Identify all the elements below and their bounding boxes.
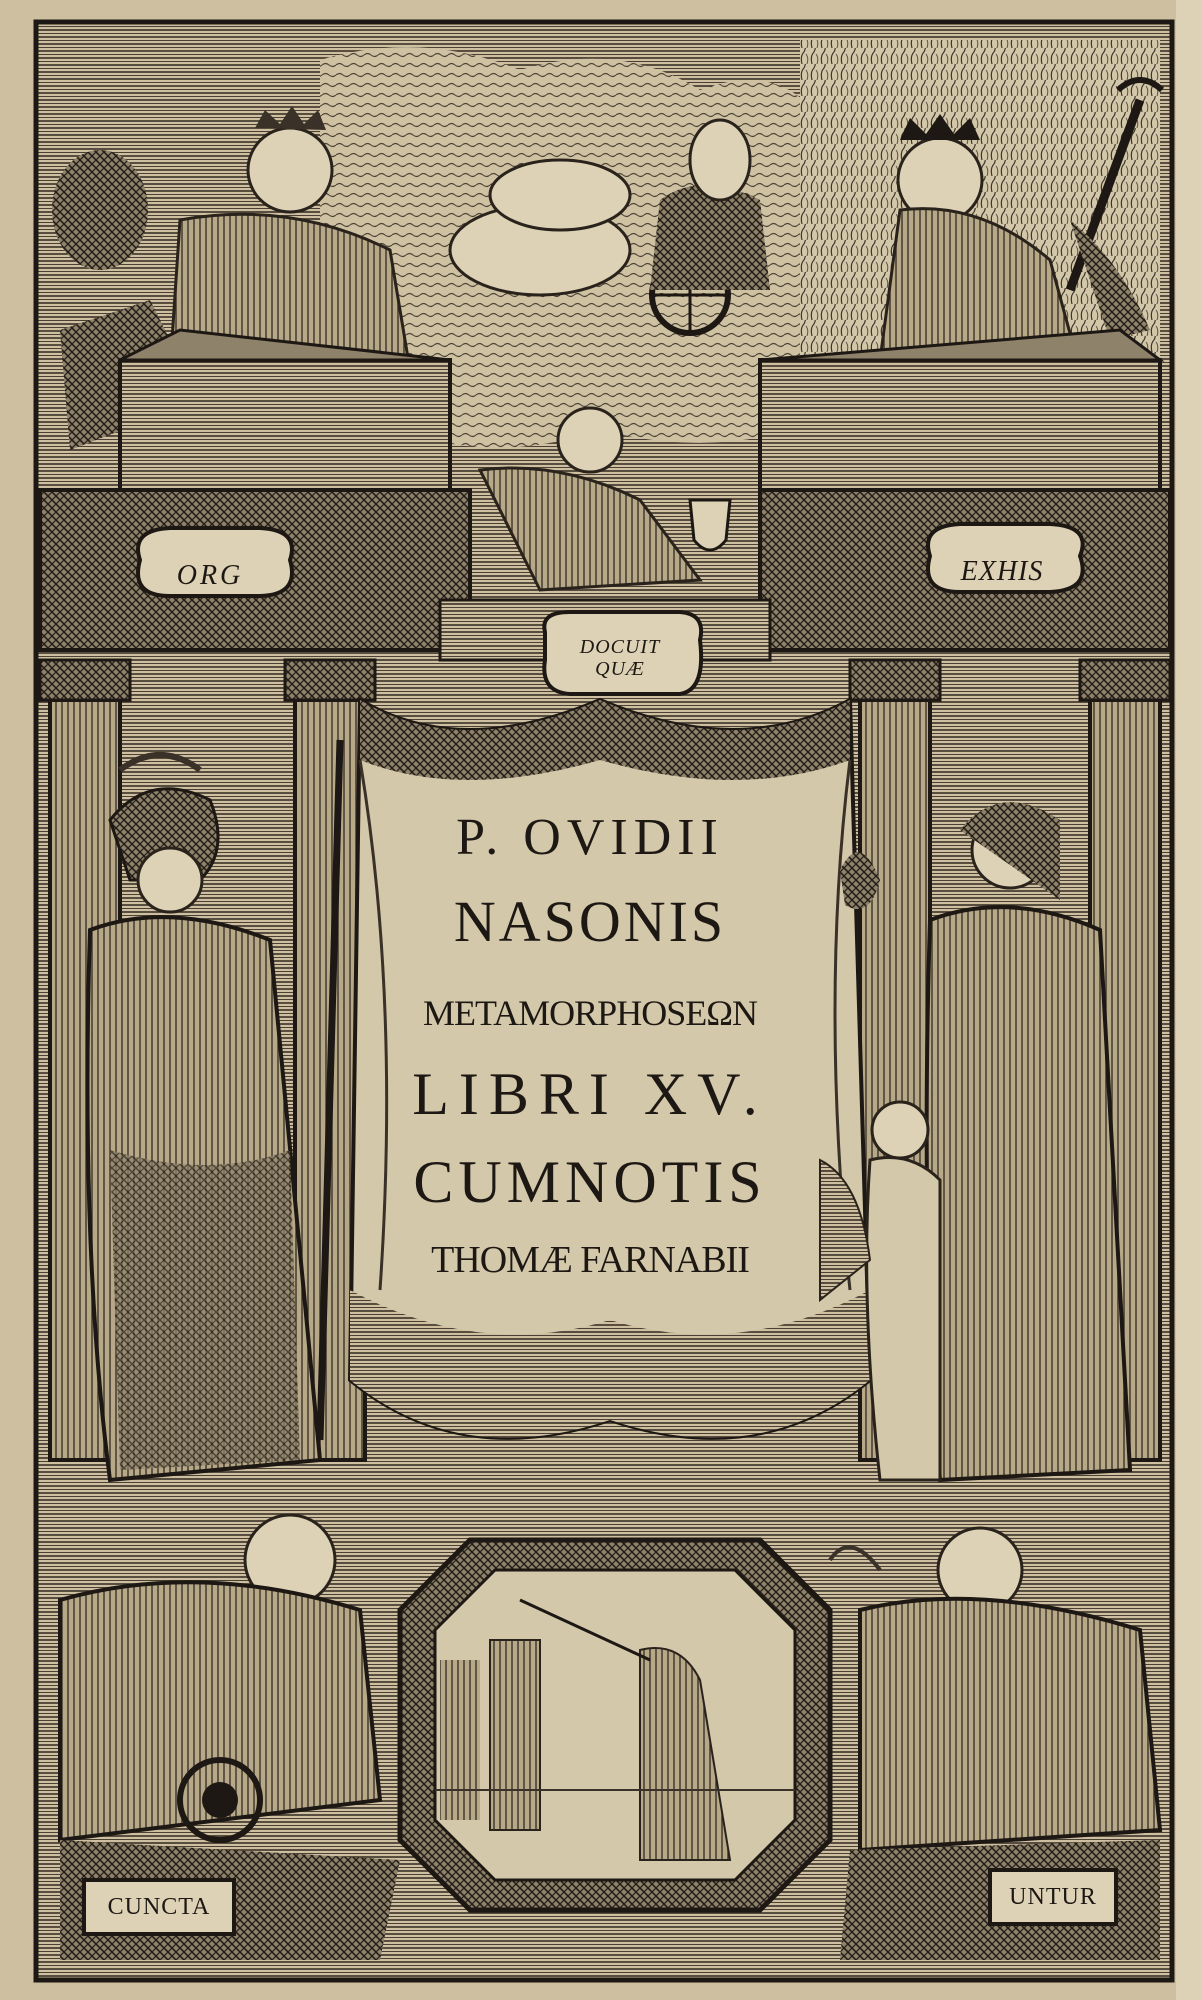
lower-octagon-scene bbox=[400, 1540, 830, 1910]
cartouche-bottom-right: UNTUR bbox=[1009, 1884, 1097, 1910]
title-author-cognomen: NASONIS bbox=[453, 889, 727, 954]
cartouche-left-upper: ORG bbox=[176, 560, 244, 591]
cartouche-bottom-left: CUNCTA bbox=[107, 1894, 211, 1920]
title-with-notes: CUMNOTIS bbox=[413, 1149, 767, 1215]
cartouche-center-line1: DOCUIT bbox=[579, 636, 661, 658]
cartouche-center-line2: QUÆ bbox=[595, 658, 645, 680]
title-commentator: THOMÆ FARNABII bbox=[431, 1239, 749, 1281]
title-work: METAMORPHOSEΩN bbox=[423, 993, 757, 1033]
title-books: LIBRI XV. bbox=[412, 1061, 768, 1127]
cartouche-center bbox=[540, 636, 700, 680]
title-author-praenomen: P. OVIDII bbox=[456, 809, 724, 866]
cartouche-right-upper: EXHIS bbox=[960, 556, 1044, 587]
